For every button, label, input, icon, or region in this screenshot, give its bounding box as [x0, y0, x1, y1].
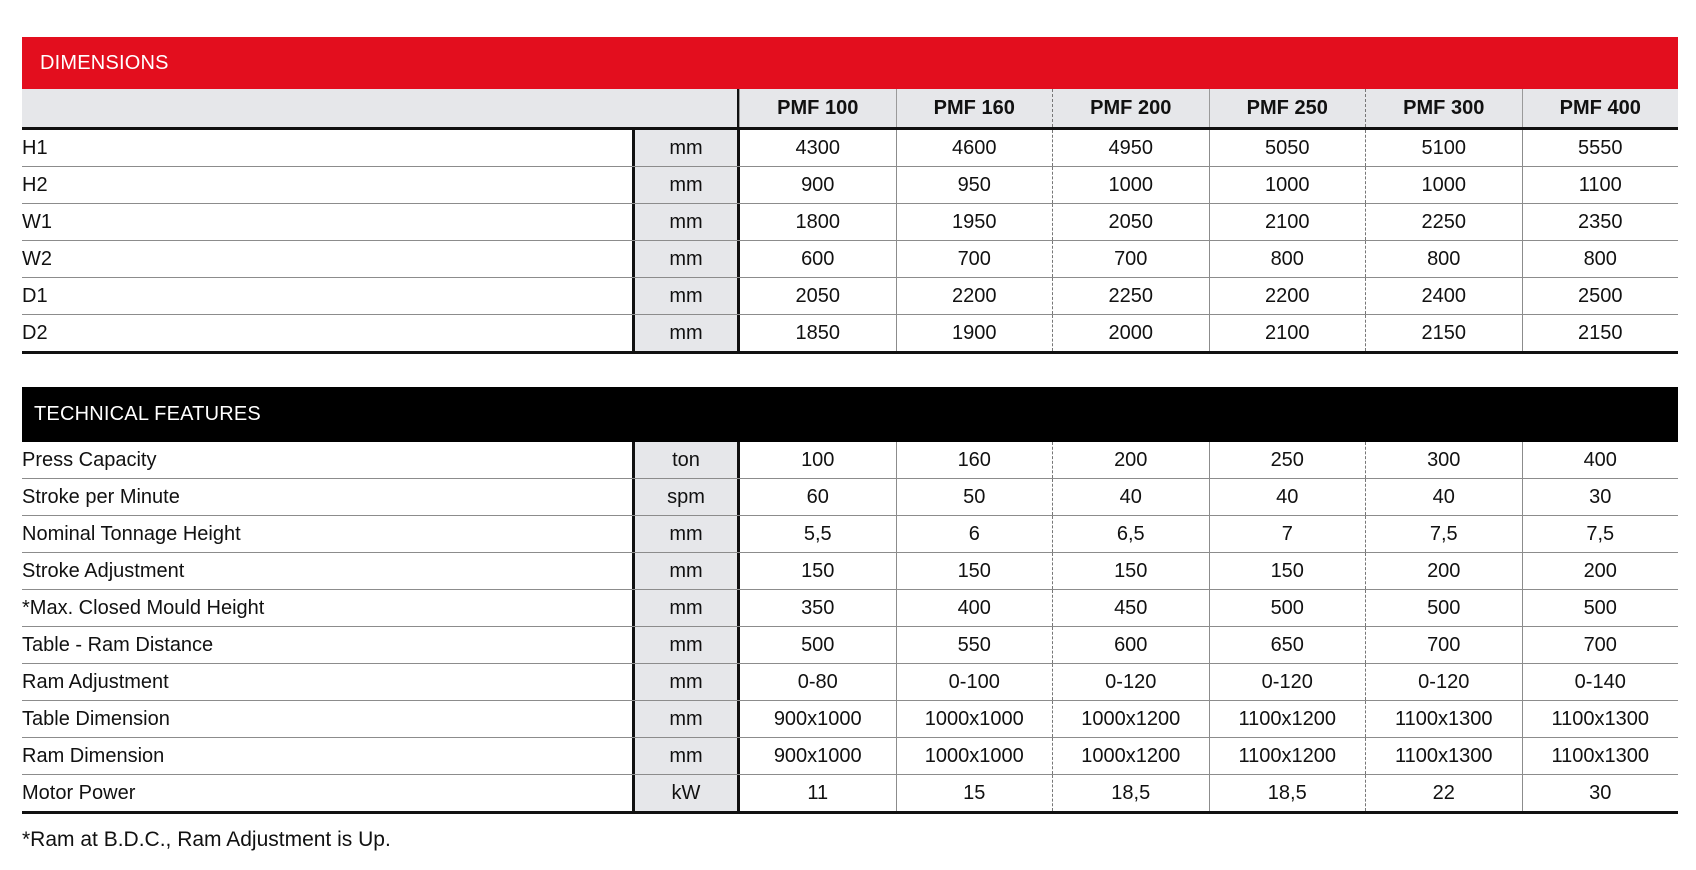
table-row — [22, 442, 1678, 479]
table-cell: 22 — [1365, 775, 1522, 811]
row-label: W2 — [22, 241, 635, 277]
table-cell: 200 — [1052, 442, 1209, 478]
row-unit: mm — [635, 315, 740, 351]
table-cell: 5,5 — [803, 522, 832, 545]
row-label: Stroke per Minute — [22, 479, 635, 515]
section-gap — [22, 354, 1678, 387]
table-row — [22, 204, 1678, 241]
table-cell: 450 — [1052, 590, 1209, 626]
table-cell: 2250 — [1365, 204, 1522, 240]
table-cell: 1100 — [1522, 167, 1679, 203]
table-cell: 1900 — [896, 315, 1053, 351]
table-cell: 150 — [801, 559, 835, 582]
table-cell: 1850 — [795, 321, 840, 344]
table-cell: 1800 — [795, 210, 840, 233]
table-row — [22, 775, 1678, 814]
row-unit: mm — [635, 627, 740, 663]
model-column-header: PMF 250 — [1209, 89, 1366, 127]
table-row — [22, 590, 1678, 627]
table-cell: 2100 — [1209, 204, 1366, 240]
table-cell: 500 — [1365, 590, 1522, 626]
table-cell: 400 — [1522, 442, 1679, 478]
table-cell: 200 — [1365, 553, 1522, 589]
table-cell: 600 — [1052, 627, 1209, 663]
row-unit: mm — [635, 241, 740, 277]
table-cell: 300 — [1365, 442, 1522, 478]
table-cell: 2200 — [1209, 278, 1366, 314]
row-unit: mm — [635, 701, 740, 737]
table-cell: 700 — [896, 241, 1053, 277]
table-row — [22, 479, 1678, 516]
table-cell: 1000 — [1365, 167, 1522, 203]
table-cell: 11 — [807, 781, 829, 804]
table-cell: 2150 — [1522, 315, 1679, 351]
table-cell: 700 — [1522, 627, 1679, 663]
dimensions-header — [22, 37, 1678, 89]
model-column-header: PMF 100 — [739, 89, 896, 127]
table-cell: 18,5 — [1209, 775, 1366, 811]
table-row — [22, 516, 1678, 553]
table-cell: 60 — [806, 485, 829, 508]
table-cell: 7,5 — [1522, 516, 1679, 552]
table-cell: 0-100 — [896, 664, 1053, 700]
table-cell: 200 — [1522, 553, 1679, 589]
table-cell: 600 — [801, 247, 835, 270]
table-cell: 900x1000 — [773, 744, 862, 767]
table-cell: 0-120 — [1052, 664, 1209, 700]
table-cell: 2150 — [1365, 315, 1522, 351]
row-unit: mm — [635, 516, 740, 552]
table-cell: 0-120 — [1365, 664, 1522, 700]
table-cell: 2200 — [896, 278, 1053, 314]
table-cell: 30 — [1522, 479, 1679, 515]
row-unit: mm — [635, 204, 740, 240]
table-row — [22, 738, 1678, 775]
table-cell: 900 — [801, 173, 835, 196]
table-cell: 500 — [1522, 590, 1679, 626]
row-label: W1 — [22, 204, 635, 240]
table-cell: 40 — [1365, 479, 1522, 515]
table-row — [22, 241, 1678, 278]
table-cell: 500 — [801, 633, 835, 656]
table-cell: 1000x1200 — [1052, 701, 1209, 737]
table-cell: 4950 — [1052, 130, 1209, 166]
table-cell: 0-80 — [797, 670, 838, 693]
table-row — [22, 701, 1678, 738]
row-unit: mm — [635, 130, 740, 166]
table-cell: 2050 — [1052, 204, 1209, 240]
table-cell: 40 — [1052, 479, 1209, 515]
table-cell: 1000x1200 — [1052, 738, 1209, 774]
table-cell: 900x1000 — [773, 707, 862, 730]
row-label: Nominal Tonnage Height — [22, 516, 635, 552]
table-cell: 1000x1000 — [896, 701, 1053, 737]
row-label: D1 — [22, 278, 635, 314]
table-cell: 6,5 — [1052, 516, 1209, 552]
table-cell: 40 — [1209, 479, 1366, 515]
table-cell: 100 — [801, 448, 835, 471]
table-cell: 700 — [1365, 627, 1522, 663]
table-row — [22, 167, 1678, 204]
table-cell: 400 — [896, 590, 1053, 626]
row-label: Motor Power — [22, 775, 635, 811]
technical-features-header — [22, 387, 1678, 442]
table-cell: 15 — [896, 775, 1053, 811]
table-cell: 1000 — [1209, 167, 1366, 203]
model-header-row — [22, 89, 1678, 130]
header-spacer — [22, 89, 739, 127]
table-cell: 1100x1300 — [1522, 701, 1679, 737]
row-unit: mm — [635, 553, 740, 589]
row-label: Ram Adjustment — [22, 664, 635, 700]
row-unit: mm — [635, 664, 740, 700]
table-cell: 150 — [1052, 553, 1209, 589]
model-column-header: PMF 400 — [1522, 89, 1679, 127]
row-unit: mm — [635, 590, 740, 626]
table-cell: 160 — [896, 442, 1053, 478]
table-cell: 4300 — [795, 136, 840, 159]
table-cell: 6 — [896, 516, 1053, 552]
dimensions-title: DIMENSIONS — [40, 51, 169, 74]
table-cell: 2050 — [795, 284, 840, 307]
table-cell: 5100 — [1365, 130, 1522, 166]
row-label: Press Capacity — [22, 442, 635, 478]
row-unit: mm — [635, 738, 740, 774]
table-cell: 30 — [1522, 775, 1679, 811]
row-unit: mm — [635, 278, 740, 314]
table-cell: 2000 — [1052, 315, 1209, 351]
table-cell: 1950 — [896, 204, 1053, 240]
footnote: *Ram at B.D.C., Ram Adjustment is Up. — [22, 828, 391, 851]
table-row — [22, 553, 1678, 590]
table-cell: 800 — [1522, 241, 1679, 277]
table-cell: 500 — [1209, 590, 1366, 626]
row-unit: spm — [635, 479, 740, 515]
model-column-header: PMF 300 — [1365, 89, 1522, 127]
table-cell: 7 — [1209, 516, 1366, 552]
table-cell: 650 — [1209, 627, 1366, 663]
table-cell: 1100x1300 — [1365, 738, 1522, 774]
table-cell: 5550 — [1522, 130, 1679, 166]
table-row — [22, 278, 1678, 315]
table-row — [22, 627, 1678, 664]
row-unit: kW — [635, 775, 740, 811]
spec-sheet — [22, 37, 1678, 814]
table-cell: 950 — [896, 167, 1053, 203]
table-cell: 50 — [896, 479, 1053, 515]
table-cell: 250 — [1209, 442, 1366, 478]
table-row — [22, 130, 1678, 167]
table-cell: 550 — [896, 627, 1053, 663]
table-cell: 0-140 — [1522, 664, 1679, 700]
model-column-header: PMF 160 — [896, 89, 1053, 127]
technical-features-title: TECHNICAL FEATURES — [34, 403, 261, 425]
row-label: *Max. Closed Mould Height — [22, 590, 635, 626]
table-cell: 18,5 — [1052, 775, 1209, 811]
row-label: H2 — [22, 167, 635, 203]
table-cell: 1000x1000 — [896, 738, 1053, 774]
row-unit: mm — [635, 167, 740, 203]
row-label: Table - Ram Distance — [22, 627, 635, 663]
table-cell: 4600 — [896, 130, 1053, 166]
table-cell: 800 — [1209, 241, 1366, 277]
table-cell: 0-120 — [1209, 664, 1366, 700]
table-cell: 1100x1200 — [1209, 701, 1366, 737]
dimensions-table — [22, 130, 1678, 354]
table-cell: 150 — [896, 553, 1053, 589]
table-cell: 7,5 — [1365, 516, 1522, 552]
row-unit: ton — [635, 442, 740, 478]
table-cell: 350 — [801, 596, 835, 619]
table-cell: 1100x1300 — [1365, 701, 1522, 737]
table-cell: 2100 — [1209, 315, 1366, 351]
table-cell: 1100x1200 — [1209, 738, 1366, 774]
model-column-header: PMF 200 — [1052, 89, 1209, 127]
table-cell: 1000 — [1052, 167, 1209, 203]
row-label: H1 — [22, 130, 635, 166]
table-cell: 2250 — [1052, 278, 1209, 314]
row-label: D2 — [22, 315, 635, 351]
technical-features-table — [22, 442, 1678, 814]
table-cell: 800 — [1365, 241, 1522, 277]
table-cell: 2350 — [1522, 204, 1679, 240]
row-label: Table Dimension — [22, 701, 635, 737]
table-cell: 2500 — [1522, 278, 1679, 314]
table-cell: 5050 — [1209, 130, 1366, 166]
table-cell: 150 — [1209, 553, 1366, 589]
row-label: Stroke Adjustment — [22, 553, 635, 589]
table-cell: 2400 — [1365, 278, 1522, 314]
table-row — [22, 315, 1678, 354]
table-cell: 700 — [1052, 241, 1209, 277]
row-label: Ram Dimension — [22, 738, 635, 774]
table-cell: 1100x1300 — [1522, 738, 1679, 774]
table-row — [22, 664, 1678, 701]
